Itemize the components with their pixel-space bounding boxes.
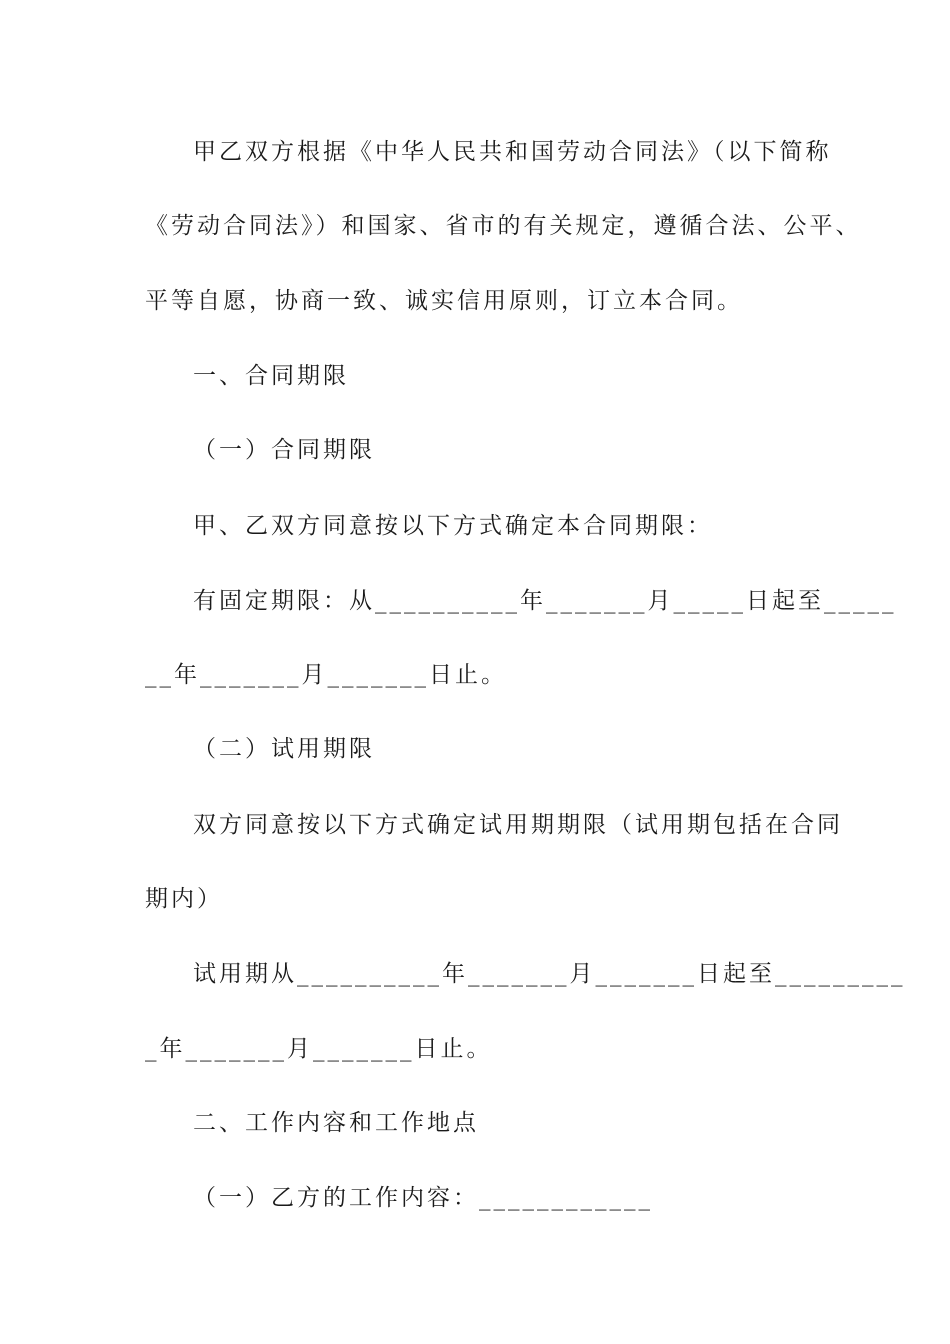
paragraph-intro-line-1: 甲乙双方根据《中华人民共和国劳动合同法》（以下简称 xyxy=(193,139,832,165)
probation-period-line-2: _年_______月_______日止。 xyxy=(145,1036,493,1062)
section-heading-work-content: 二、工作内容和工作地点 xyxy=(193,1110,479,1136)
paragraph-probation-line-2: 期内） xyxy=(145,886,223,912)
paragraph-intro-line-2: 《劳动合同法》）和国家、省市的有关规定，遵循合法、公平、 xyxy=(145,213,862,239)
paragraph-intro-line-3: 平等自愿，协商一致、诚实信用原则，订立本合同。 xyxy=(145,288,743,314)
paragraph-term-agreement: 甲、乙双方同意按以下方式确定本合同期限： xyxy=(193,513,713,539)
subsection-heading-probation: （二）试用期限 xyxy=(193,736,375,762)
section-heading-contract-term: 一、合同期限 xyxy=(193,363,349,389)
fixed-term-line-1: 有固定期限：从__________年_______月_____日起至_____ xyxy=(193,588,897,614)
paragraph-probation-line-1: 双方同意按以下方式确定试用期期限（试用期包括在合同 xyxy=(193,812,843,838)
fixed-term-line-2: __年_______月_______日止。 xyxy=(145,662,507,688)
subsection-heading-contract-term: （一）合同期限 xyxy=(193,437,375,463)
probation-period-line-1: 试用期从__________年_______月_______日起至_________ xyxy=(193,961,906,987)
work-content-line: （一）乙方的工作内容：____________ xyxy=(193,1185,653,1211)
